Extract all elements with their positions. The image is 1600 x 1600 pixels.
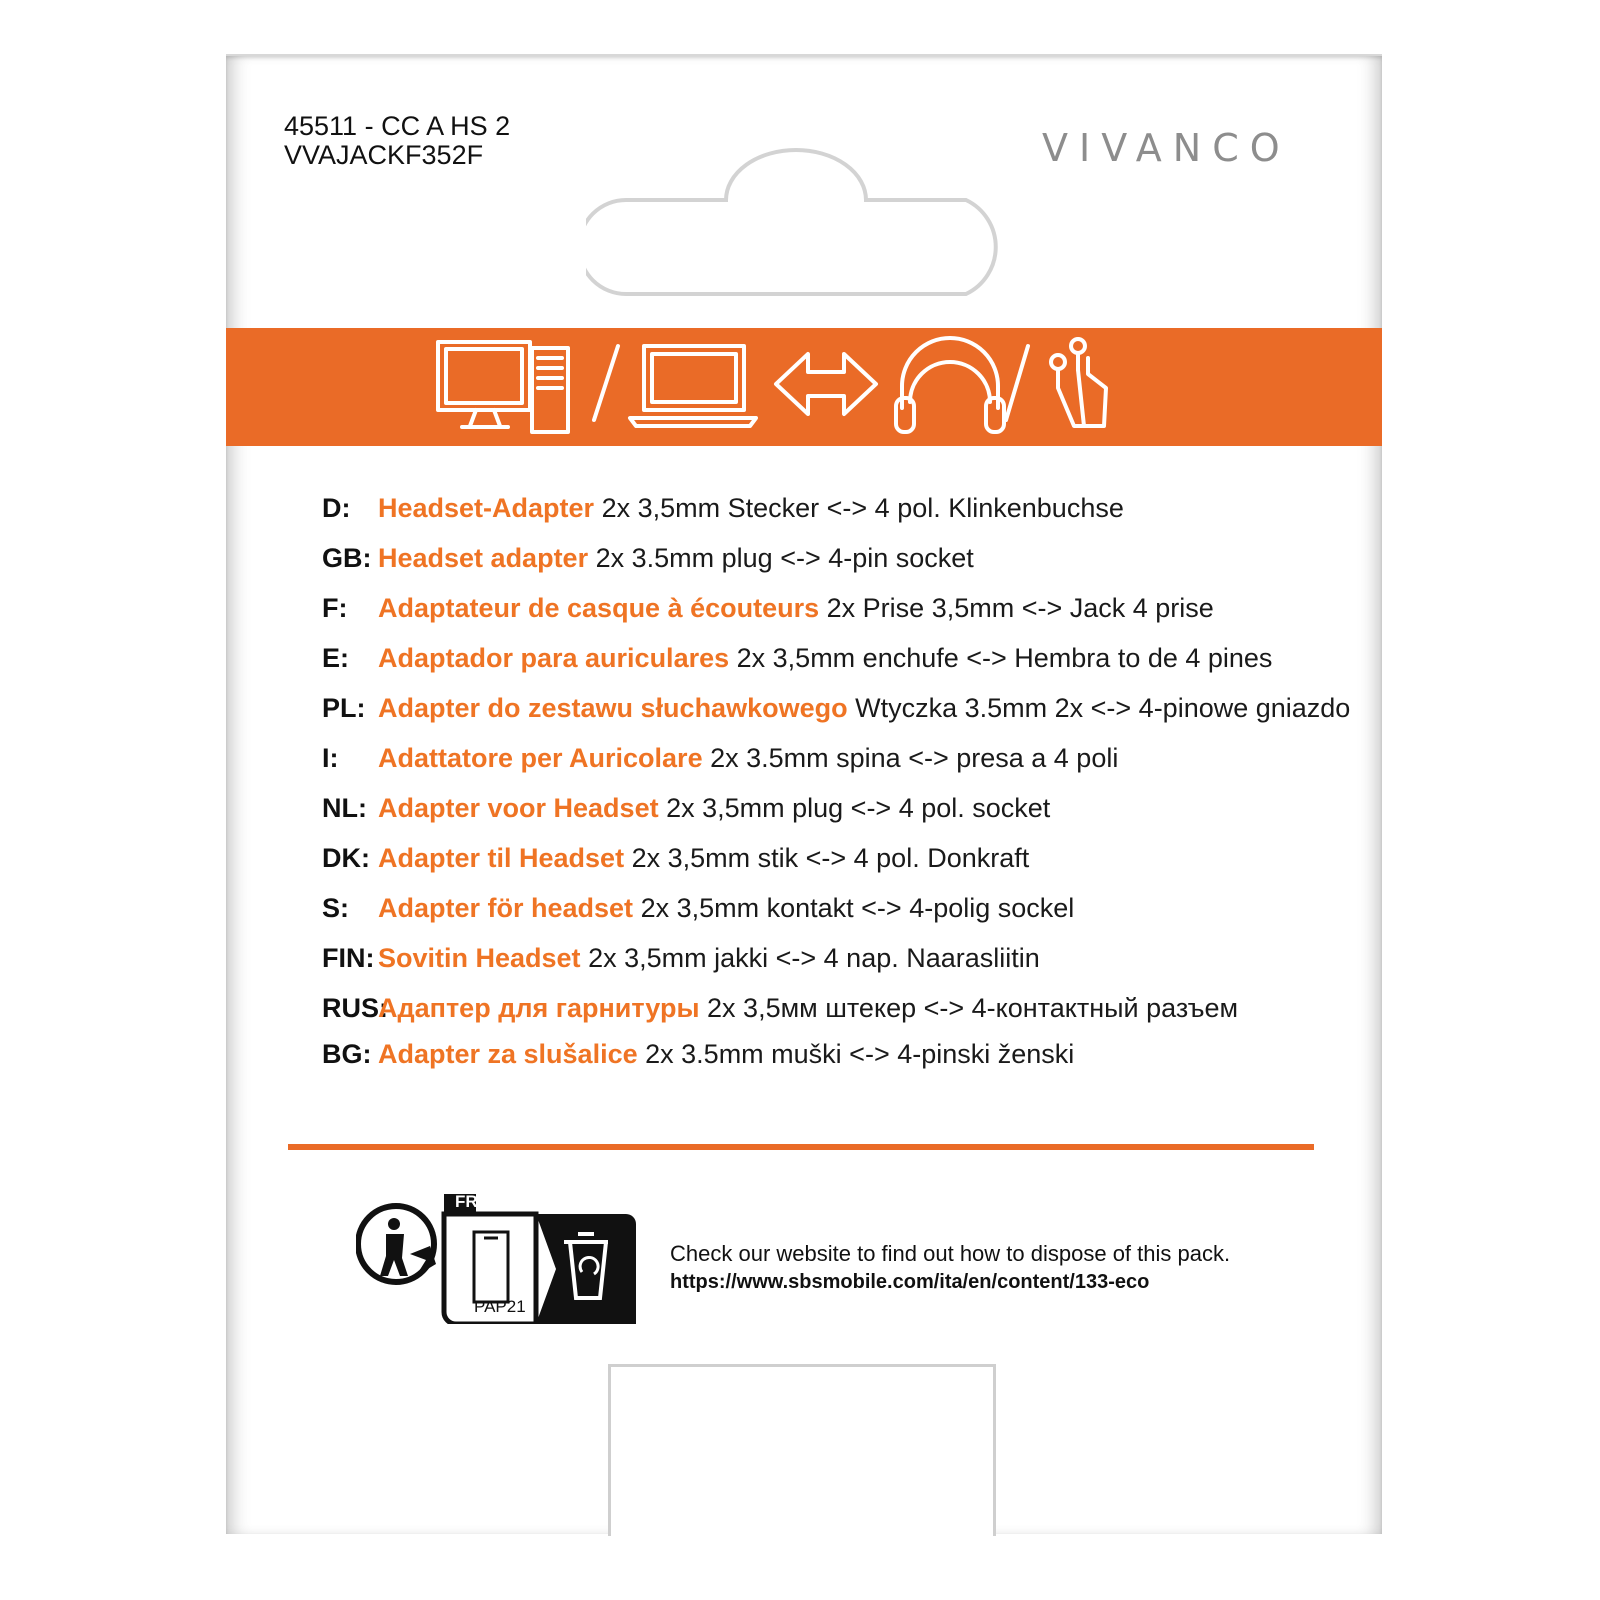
description-text [378, 842, 1029, 874]
description-text [378, 492, 1124, 524]
language-code: BG: [322, 1039, 372, 1069]
headphones-icon [896, 338, 1004, 432]
product-name: Adapter do zestawu słuchawkowego [378, 693, 848, 723]
product-spec: 2x 3.5mm plug <-> 4-pin socket [595, 543, 974, 573]
fr-badge: FR [455, 1192, 478, 1211]
description-text [378, 792, 1050, 824]
disposal-notice [670, 1240, 1230, 1296]
product-name: Headset-Adapter [378, 493, 595, 523]
product-name: Headset adapter [378, 543, 589, 573]
product-name: Adapter voor Headset [378, 793, 659, 823]
triman-icon [358, 1206, 436, 1282]
band-icons [226, 328, 1382, 446]
slash-divider-2 [1006, 346, 1028, 420]
product-spec: 2x 3,5mm stik <-> 4 pol. Donkraft [631, 843, 1030, 873]
language-code: S: [322, 893, 349, 923]
product-name: Adapter för headset [378, 893, 634, 923]
disposal-message: Check our website to find out how to dispose of this pack. [670, 1241, 1231, 1266]
product-spec: 2x 3,5mm jakki <-> 4 nap. Naarasliitin [588, 943, 1040, 973]
compatibility-band [226, 328, 1382, 446]
language-code: NL: [322, 793, 367, 823]
product-code-block [284, 112, 510, 170]
product-spec: 2x 3,5mm Stecker <-> 4 pol. Klinkenbuchse [601, 493, 1124, 523]
product-name: Adaptateur de casque à écouteurs [378, 593, 820, 623]
description-text [378, 892, 1074, 924]
bidirectional-arrow-icon [776, 354, 876, 414]
slash-divider [594, 346, 618, 420]
product-name: Sovitin Headset [378, 943, 581, 973]
product-spec: Wtyczka 3.5mm 2x <-> 4-pinowe gniazdo [855, 693, 1351, 723]
product-name: Adaptador para auriculares [378, 643, 730, 673]
language-code: I: [322, 743, 339, 773]
recycle-bin-icon [536, 1214, 636, 1324]
description-text [378, 942, 1040, 974]
language-code: FIN: [322, 943, 375, 973]
language-code: PL: [322, 693, 366, 723]
product-name: Адаптер для гарнитуры [378, 993, 700, 1023]
language-code: D: [322, 493, 351, 523]
description-text [378, 692, 1350, 724]
language-code: DK: [322, 843, 370, 873]
product-window [608, 1364, 996, 1536]
description-text [378, 592, 1214, 624]
laptop-icon [630, 346, 756, 426]
desktop-computer-icon [438, 342, 568, 432]
euro-hang-hole [586, 140, 1026, 300]
description-text [378, 542, 974, 574]
divider-rule [288, 1144, 1314, 1150]
product-spec: 2x Prise 3,5mm <-> Jack 4 prise [826, 593, 1214, 623]
disposal-url[interactable]: https://www.sbsmobile.com/ita/en/content/133-eco [670, 1271, 1150, 1293]
description-text [378, 742, 1118, 774]
brand-logo: VIVANCO [1042, 126, 1291, 170]
product-name: Adattatore per Auricolare [378, 743, 703, 773]
language-code: F: [322, 593, 348, 623]
product-spec: 2x 3,5mm enchufe <-> Hembra to de 4 pines [736, 643, 1273, 673]
product-spec: 2x 3.5mm spina <-> presa a 4 poli [710, 743, 1119, 773]
language-code: RUS: [322, 993, 388, 1023]
description-text [378, 642, 1272, 674]
product-spec: 2x 3.5mm muški <-> 4-pinski ženski [645, 1039, 1075, 1069]
product-name: Adapter til Headset [378, 843, 625, 873]
product-spec: 2x 3,5mm plug <-> 4 pol. socket [666, 793, 1051, 823]
language-code: GB: [322, 543, 372, 573]
product-name: Adapter za slušalice [378, 1039, 638, 1069]
earphones-icon [1051, 339, 1106, 426]
product-spec: 2x 3,5мм штекер <-> 4-контактный разъем [707, 993, 1239, 1023]
sku-line: VVAJACKF352F [284, 140, 484, 170]
material-code: PAP21 [474, 1297, 526, 1316]
language-code: E: [322, 643, 349, 673]
description-text [378, 1038, 1074, 1070]
article-line: 45511 - CC A HS 2 [284, 111, 511, 141]
description-text [378, 992, 1238, 1024]
product-spec: 2x 3,5mm kontakt <-> 4-polig sockel [640, 893, 1075, 923]
